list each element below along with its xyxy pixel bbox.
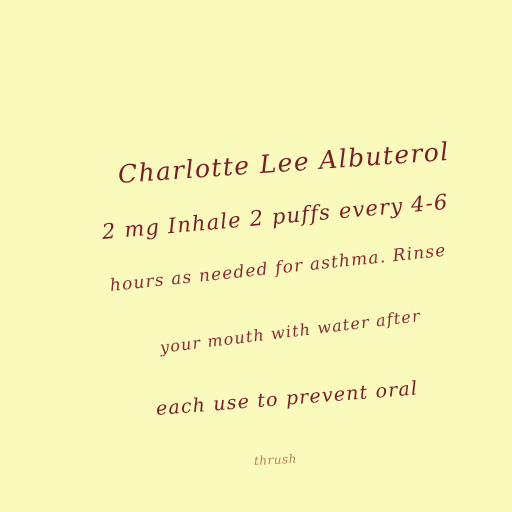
- instruction-line-2: your mouth with water after: [158, 306, 422, 357]
- instruction-line-3: each use to prevent oral: [155, 377, 420, 420]
- instruction-line-1: hours as needed for asthma. Rinse: [108, 240, 448, 296]
- instruction-line-4: thrush: [253, 451, 298, 468]
- patient-drug-line: Charlotte Lee Albuterol: [116, 136, 451, 189]
- dose-line: 2 mg Inhale 2 puffs every 4-6: [100, 189, 450, 244]
